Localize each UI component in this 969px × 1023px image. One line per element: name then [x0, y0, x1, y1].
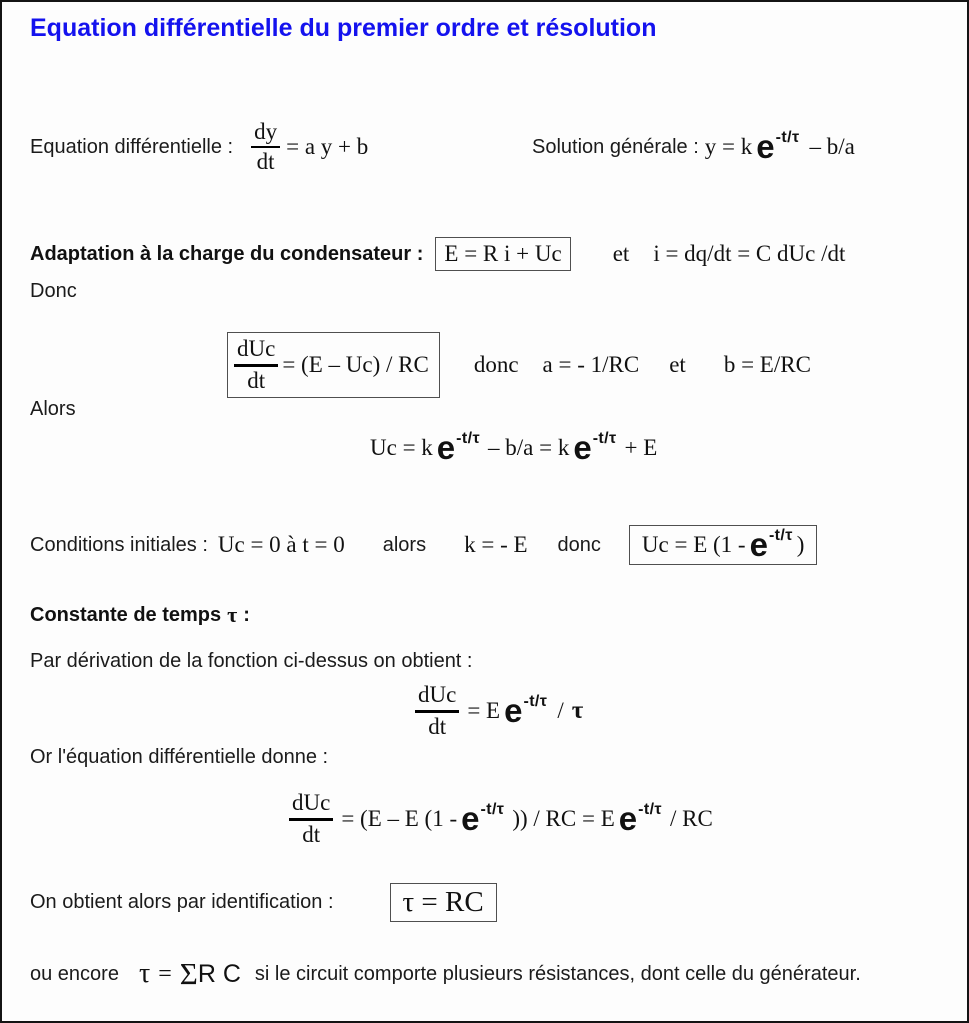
exponential-term [504, 692, 548, 730]
general-solution-post: – b/a [809, 134, 855, 159]
exp-superscript: -t/τ [456, 430, 480, 448]
exponential-term [618, 800, 662, 838]
identification-rhs-mid: )) / RC = E [512, 806, 615, 831]
exponential-term [461, 800, 505, 838]
et-word-inline: et [669, 352, 686, 377]
fraction-duc-dt [415, 683, 459, 738]
derivation-label: Par dérivation de la fonction ci-dessus on obtient : [30, 650, 473, 672]
encore-pre: ou encore [30, 962, 119, 985]
equals-sign: = [158, 960, 172, 987]
boxed-uc-post: ) [796, 532, 805, 557]
boxed-tau-rc: τ = RC [390, 883, 497, 922]
tau-heading-row [30, 602, 250, 628]
rc-equation-rhs: = (E – Uc) / RC [282, 352, 429, 377]
donc-row [30, 280, 77, 303]
derivative-equation-row [415, 674, 583, 748]
uc-solution-pre: Uc = k [370, 435, 433, 460]
donc-word-inline: donc [473, 352, 519, 377]
general-equation-row [30, 112, 368, 182]
identification-rhs-post: / RC [669, 806, 713, 831]
encore-row [30, 946, 861, 1002]
page-title: Equation différentielle du premier ordre et résolution [30, 14, 657, 42]
current-relation: i = dq/dt = C dUc /dt [653, 241, 846, 266]
exp-superscript: -t/τ [480, 801, 505, 819]
initial-values: Uc = 0 à t = 0 [217, 532, 345, 557]
derivation-label-row [30, 650, 472, 673]
general-solution-pre: y = k [704, 134, 753, 159]
exp-base: e [618, 800, 638, 838]
exponential-term [756, 128, 800, 166]
exp-base: e [436, 429, 456, 467]
encore-post: si le circuit comporte plusieurs résistances, dont celle du générateur. [254, 962, 861, 985]
tau-rc-row [30, 874, 497, 930]
identification-equation-row [289, 780, 713, 858]
adaptation-row [30, 230, 845, 278]
uc-solution-mid: – b/a = k [488, 435, 570, 460]
boxed-equation-e-ri-uc: E = R i + Uc [435, 237, 570, 271]
a-value: a = - 1/RC [542, 352, 640, 377]
fraction-numerator: dUc [292, 790, 331, 816]
adaptation-label: Adaptation à la charge du condensateur : [30, 242, 424, 265]
tau-symbol: τ [138, 958, 151, 989]
general-equation-rhs: = a y + b [286, 134, 369, 159]
donc-word: Donc [30, 280, 77, 302]
exp-base: e [756, 128, 775, 166]
derivative-rhs-pre: = E [467, 698, 501, 723]
general-solution-row [532, 112, 855, 182]
exp-superscript: -t/τ [592, 430, 617, 448]
tau-symbol: τ [571, 697, 584, 724]
exp-superscript: -t/τ [768, 527, 793, 545]
identification-label: On obtient alors par identification : [30, 890, 334, 913]
fraction-denominator: dt [428, 713, 447, 739]
fraction-duc-dt [234, 337, 278, 392]
boxed-duc-dt-equation [227, 332, 440, 397]
exponential-term [436, 429, 480, 467]
exponential-term [573, 429, 617, 467]
exp-superscript: -t/τ [775, 129, 800, 147]
k-value: k = - E [464, 532, 528, 557]
general-solution-label: Solution générale : [532, 135, 699, 158]
exp-base: e [573, 429, 592, 467]
exp-base: e [749, 526, 768, 564]
exponential-term [749, 526, 793, 564]
rc-text: R C [197, 959, 241, 988]
fraction-dy-dt [251, 120, 280, 174]
alors-row [30, 398, 76, 421]
exp-superscript: -t/τ [638, 801, 662, 819]
conditions-label: Conditions initiales : [30, 533, 208, 556]
uc-solution-post: + E [624, 435, 658, 460]
fraction-denominator: dt [302, 821, 321, 847]
fraction-duc-dt [289, 791, 333, 846]
fraction-numerator: dUc [418, 682, 457, 708]
tau-heading-colon: : [243, 603, 250, 626]
tau-symbol: τ [227, 602, 238, 627]
fraction-denominator: dt [256, 149, 275, 174]
boxed-uc-pre: Uc = E (1 - [641, 532, 746, 557]
or-label-row [30, 746, 328, 769]
alors-word: Alors [30, 398, 76, 420]
tau-heading-pre: Constante de temps [30, 603, 222, 626]
b-value: b = E/RC [723, 352, 811, 377]
fraction-denominator: dt [247, 367, 266, 393]
rc-equation-row [227, 326, 811, 404]
boxed-uc-final-equation [629, 525, 818, 565]
or-label: Or l'équation différentielle donne : [30, 746, 329, 768]
identification-rhs-pre: = (E – E (1 - [341, 806, 458, 831]
exp-base: e [461, 800, 480, 838]
conditions-row [30, 512, 817, 578]
donc-word-inline: donc [557, 533, 601, 556]
et-word: et [612, 241, 630, 266]
exp-base: e [504, 692, 523, 730]
fraction-numerator: dUc [237, 336, 276, 362]
general-equation-label: Equation différentielle : [30, 135, 234, 158]
fraction-numerator: dy [254, 118, 278, 144]
exp-superscript: -t/τ [523, 693, 548, 711]
uc-solution-row [370, 422, 657, 474]
alors-word-inline: alors [382, 533, 427, 556]
sigma-symbol: Σ [179, 956, 198, 991]
derivative-slash: / [557, 698, 564, 723]
